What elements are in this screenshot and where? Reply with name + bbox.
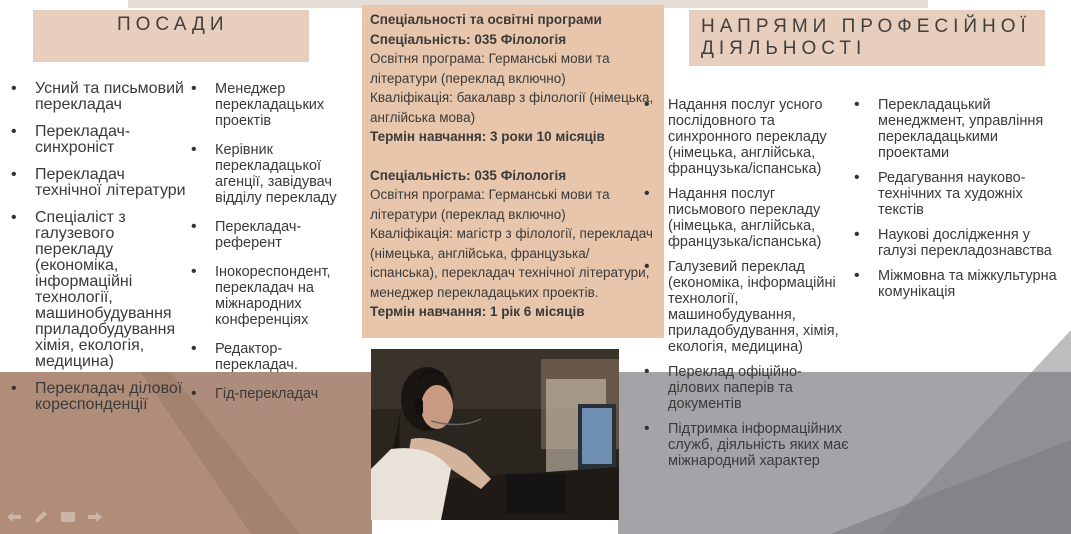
list-item: • Усний та письмовий перекладач	[5, 81, 190, 113]
posady-list-col2	[185, 81, 357, 415]
program-box	[362, 5, 664, 338]
napryamy-list-col1	[638, 97, 850, 478]
pen-icon[interactable]	[33, 510, 49, 524]
list-item: • Менеджер перекладацьких проектів	[185, 81, 357, 129]
posady-list-col1	[5, 81, 190, 424]
program2-duration: Термін навчання: 1 рік 6 місяців	[370, 304, 585, 319]
napryamy-title: НАПРЯМИ ПРОФЕСІЙНОЇ ДІЯЛЬНОСТІ	[701, 16, 1031, 59]
list-item: • Спеціаліст з галузевого перекладу (економіка, інформаційні технології, машинобудування приладобудування хімія, екологія, медицина)	[5, 210, 190, 370]
list-item: • Надання послуг письмового перекладу (німецька, англійська, французька/іспанська)	[638, 186, 850, 250]
list-item: • Переклад офіційно-ділових паперів та документів	[638, 364, 850, 412]
napryamy-title-box	[689, 10, 1045, 66]
list-item: • Гід-перекладач	[185, 386, 357, 402]
program1-duration: Термін навчання: 3 роки 10 місяців	[370, 129, 605, 144]
list-item: • Редагування науково-технічних та художніх текстів	[848, 170, 1058, 218]
program1-specialty: Спеціальність: 035 Філологія	[370, 31, 567, 47]
napryamy-list-col2	[848, 97, 1058, 309]
program1-qualification: Кваліфікація: бакалавр з філології (німецька, англійська мова)	[370, 90, 654, 125]
arrow-right-icon[interactable]	[87, 510, 103, 524]
list-item: • Перекладач-синхроніст	[5, 124, 190, 156]
list-item: • Перекладацький менеджмент, управління перекладацькими проектами	[848, 97, 1058, 161]
posady-title: ПОСАДИ	[117, 14, 229, 35]
list-item: • Надання послуг усного послідовного та синхронного перекладу (німецька, англійська, французька/іспанська)	[638, 97, 850, 177]
arrow-left-icon[interactable]	[6, 510, 22, 524]
program2-program: Освітня програма: Германські мови та літератури (переклад включно)	[370, 187, 610, 222]
program1-program: Освітня програма: Германські мови та літератури (переклад включно)	[370, 51, 610, 86]
list-item: • Перекладач технічної літератури	[5, 167, 190, 199]
list-item: • Керівник перекладацької агенції, завідувач відділу перекладу	[185, 142, 357, 206]
list-item: • Перекладач-референт	[185, 219, 357, 251]
program-heading: Спеціальності та освітні програми	[370, 12, 602, 27]
list-item: • Наукові дослідження у галузі перекладознавства	[848, 227, 1058, 259]
list-item: • Перекладач ділової кореспонденції	[5, 381, 190, 413]
interpreter-photo	[371, 349, 619, 520]
list-item: • Редактор-перекладач.	[185, 341, 357, 373]
slides-icon[interactable]	[60, 510, 76, 524]
list-item: • Галузевий переклад (економіка, інформаційні технології, машинобудування, приладобудування, хімія, екологія, медицина)	[638, 259, 850, 355]
posady-title-box	[33, 10, 309, 62]
list-item: • Міжмовна та міжкультурна комунікація	[848, 268, 1058, 300]
list-item: • Підтримка інформаційних служб, діяльність яких має міжнародний характер	[638, 421, 850, 469]
list-item: • Інокореспондент, перекладач на міжнародних конференціях	[185, 264, 357, 328]
program2-specialty: Спеціальність: 035 Філологія	[370, 167, 567, 183]
program2-qualification: Кваліфікація: магістр з філології, перекладач (німецька, англійська, французька/іспанська), перекладач технічної літератури, менеджер перекладацьких проектів.	[370, 226, 653, 300]
slideshow-controls	[6, 510, 103, 524]
